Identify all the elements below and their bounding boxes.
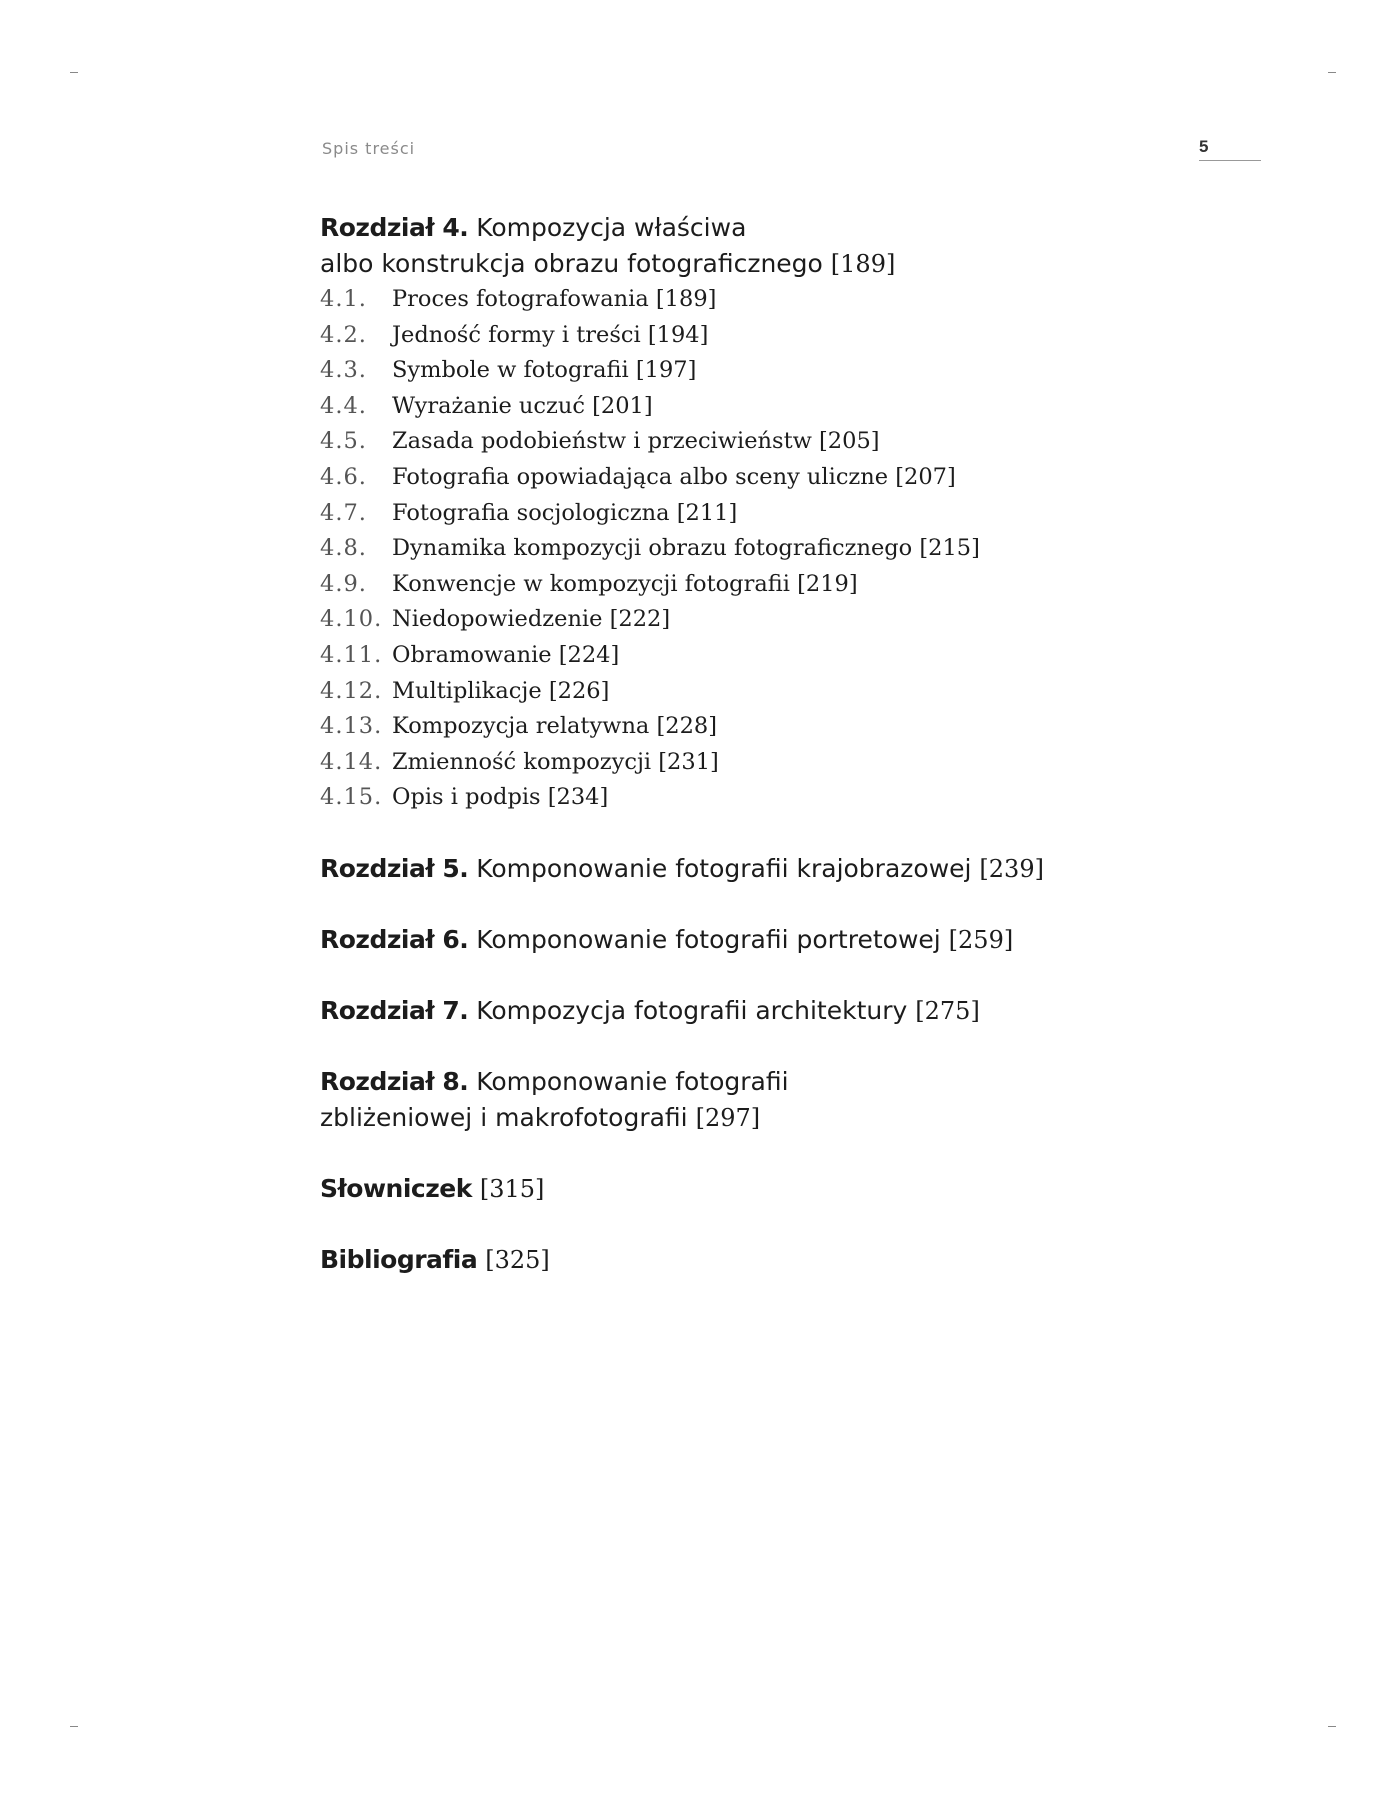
section-entry[interactable] [320,353,1240,389]
section-title: Opis i podpis [392,784,541,811]
section-page-ref: [228] [656,713,718,740]
section-page-ref: [224] [558,641,620,668]
section-number: 4.15. [320,784,383,811]
chapter-label: Rozdział 5. [320,853,469,883]
chapter-4-entry[interactable] [320,210,1240,282]
chapter-4-line-2 [320,246,1240,282]
section-entry[interactable] [320,602,1240,638]
section-number: 4.6. [320,463,367,490]
crop-mark-bottom-left [70,1726,78,1727]
chapter-title-continued: albo konstrukcja obrazu fotograficznego [320,249,823,278]
chapter-title: Komponowanie fotografii krajobrazowej [476,853,972,883]
section-number: 4.11. [320,641,383,668]
section-title: Niedopowiedzenie [392,606,603,633]
chapter-8-line-1 [320,1064,1240,1100]
section-entry[interactable] [320,780,1240,816]
section-page-ref: [207] [895,463,956,490]
bibliography-entry[interactable] [320,1242,1240,1278]
section-title: Dynamika kompozycji obrazu fotograficznego [392,535,913,562]
chapter-page-ref: [259] [948,925,1014,954]
chapter-label: Rozdział 8. [320,1066,469,1096]
section-entry[interactable] [320,460,1240,496]
section-number: 4.3. [320,357,367,384]
section-entry[interactable] [320,745,1240,781]
chapter-title: Kompozycja właściwa [476,213,747,242]
section-number: 4.14. [320,748,383,775]
section-entry[interactable] [320,674,1240,710]
chapter-label: Rozdział 6. [320,924,469,954]
section-number: 4.7. [320,499,367,526]
glossary-entry[interactable] [320,1171,1240,1207]
section-title: Fotografia socjologiczna [392,499,670,526]
section-title: Obramowanie [392,641,552,668]
chapter-page-ref: [275] [915,996,980,1025]
section-entry[interactable] [320,638,1240,674]
section-number: 4.12. [320,677,383,704]
section-entry[interactable] [320,318,1240,354]
chapter-6-entry[interactable] [320,922,1240,958]
section-number: 4.1. [320,286,367,312]
section-title: Zmienność kompozycji [392,748,652,775]
section-title: Wyrażanie uczuć [392,392,585,419]
section-page-ref: [234] [547,784,609,811]
section-entry[interactable] [320,424,1240,460]
section-number: 4.13. [320,713,383,740]
section-number: 4.8. [320,535,367,562]
section-page-ref: [194] [647,321,709,348]
crop-mark-bottom-right [1328,1726,1336,1727]
section-page-ref: [231] [658,748,719,775]
section-number: 4.10. [320,606,383,633]
chapter-4-line-1 [320,210,1240,246]
chapter-8-line-2 [320,1100,1240,1136]
chapter-title: Komponowanie fotografii [476,1066,789,1096]
section-page-ref: [189] [655,286,717,312]
section-entry[interactable] [320,567,1240,603]
section-title: Konwencje w kompozycji fotografii [392,570,790,597]
section-page-ref: [201] [592,392,653,419]
crop-mark-top-left [70,72,78,73]
section-number: 4.4. [320,392,367,419]
section-entry[interactable] [320,389,1240,425]
chapter-page-ref: [189] [830,250,896,278]
chapter-page-ref: [297] [695,1103,761,1132]
section-entry[interactable] [320,709,1240,745]
section-entry[interactable] [320,282,1240,318]
chapter-8-entry[interactable] [320,1064,1240,1136]
section-title: Jedność formy i treści [392,321,641,348]
chapter-7-entry[interactable] [320,993,1240,1029]
section-title: Zasada podobieństw i przeciwieństw [392,428,812,455]
glossary-page-ref: [315] [479,1174,545,1203]
chapter-title: Komponowanie fotografii portretowej [476,924,941,954]
chapter-title: Kompozycja fotografii architektury [476,995,908,1025]
running-head: Spis treści [322,139,416,158]
chapter-5-entry[interactable] [320,851,1240,887]
chapter-page-ref: [239] [979,854,1044,883]
section-page-ref: [222] [609,606,671,633]
section-number: 4.5. [320,428,367,455]
section-entry[interactable] [320,496,1240,532]
chapter-title-continued: zbliżeniowej i makrofotografii [320,1102,688,1132]
section-number: 4.2. [320,321,367,348]
section-title: Fotografia opowiadająca albo sceny uliczne [392,463,889,490]
crop-mark-top-right [1328,72,1336,73]
section-page-ref: [205] [819,428,880,455]
page-number: 5 [1199,137,1261,161]
section-entry[interactable] [320,531,1240,567]
section-title: Kompozycja relatywna [392,713,650,740]
section-page-ref: [211] [676,499,738,526]
section-title: Symbole w fotografii [392,357,629,384]
section-page-ref: [219] [797,570,858,597]
section-page-ref: [215] [919,535,980,562]
chapter-4-sections [320,282,1240,816]
glossary-label: Słowniczek [320,1173,472,1203]
section-number: 4.9. [320,570,367,597]
section-page-ref: [226] [548,677,610,704]
table-of-contents [320,210,1240,1278]
section-page-ref: [197] [635,357,697,384]
bibliography-page-ref: [325] [485,1245,550,1274]
bibliography-label: Bibliografia [320,1244,478,1274]
chapter-label: Rozdział 4. [320,213,469,242]
chapter-label: Rozdział 7. [320,995,469,1025]
section-title: Multiplikacje [392,677,542,704]
section-title: Proces fotografowania [392,286,649,312]
